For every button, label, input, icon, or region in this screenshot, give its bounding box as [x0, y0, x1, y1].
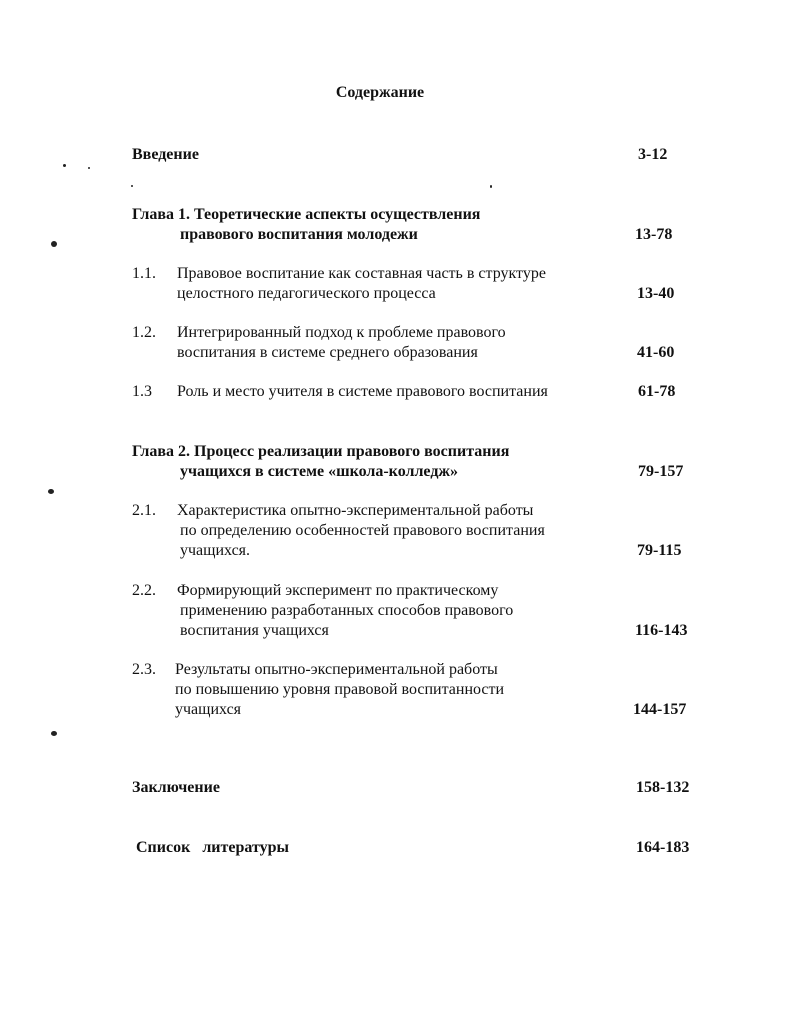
toc-section-2-2-line1: Формирующий эксперимент по практическому [177, 582, 499, 599]
toc-section-2-1-line2: по определению особенностей правового воспитания [180, 522, 545, 539]
toc-chapter2-title-line2: учащихся в системе «школа-колледж» [180, 463, 459, 480]
toc-chapter2-title-line1: Глава 2. Процесс реализации правового воспитания [132, 443, 510, 460]
toc-bibliography-pages: 164-183 [636, 839, 690, 856]
toc-section-2-2-line3: воспитания учащихся [180, 622, 329, 639]
toc-section-1-1-line2: целостного педагогического процесса [177, 285, 436, 302]
scan-speck [88, 167, 90, 169]
toc-intro-label: Введение [132, 146, 199, 163]
toc-section-1-3-pages: 61-78 [638, 383, 676, 400]
toc-section-1-1-pages: 13-40 [637, 285, 675, 302]
toc-section-2-3-number: 2.3. [132, 661, 156, 678]
toc-bibliography-label: Список литературы [136, 839, 289, 856]
toc-section-2-2-number: 2.2. [132, 582, 156, 599]
toc-section-2-3-line1: Результаты опытно-экспериментальной работы [175, 661, 498, 678]
toc-section-1-2-pages: 41-60 [637, 344, 675, 361]
toc-section-2-1-line3: учащихся. [180, 542, 251, 559]
toc-section-1-2-line1: Интегрированный подход к проблеме правового [177, 324, 506, 341]
toc-section-2-3-line3: учащихся [175, 701, 242, 718]
toc-section-1-1-number: 1.1. [132, 265, 156, 282]
toc-intro-pages: 3-12 [638, 146, 668, 163]
scan-speck [63, 164, 66, 167]
scan-speck [51, 731, 57, 736]
toc-section-2-3-pages: 144-157 [633, 701, 687, 718]
toc-conclusion-pages: 158-132 [636, 779, 690, 796]
toc-section-2-2-pages: 116-143 [635, 622, 688, 639]
toc-section-2-3-line2: по повышению уровня правовой воспитанности [175, 681, 505, 698]
toc-section-1-1-line1: Правовое воспитание как составная часть в структуре [177, 265, 546, 282]
toc-section-1-3-number: 1.3 [132, 383, 152, 400]
toc-chapter1-title-line2: правового воспитания молодежи [180, 226, 418, 243]
toc-conclusion-label: Заключение [132, 779, 220, 796]
scan-speck [48, 489, 54, 494]
toc-section-2-1-number: 2.1. [132, 502, 156, 519]
toc-section-1-2-line2: воспитания в системе среднего образования [177, 344, 478, 361]
toc-chapter1-pages: 13-78 [635, 226, 673, 243]
scan-speck [490, 185, 492, 188]
scan-speck [131, 185, 133, 187]
toc-section-2-1-line1: Характеристика опытно-экспериментальной работы [177, 502, 534, 519]
page-title: Содержание [335, 84, 425, 101]
scan-speck [51, 241, 57, 247]
toc-section-1-3-line1: Роль и место учителя в системе правового воспитания [177, 383, 548, 400]
toc-section-2-2-line2: применению разработанных способов правового [180, 602, 514, 619]
toc-chapter2-pages: 79-157 [638, 463, 684, 480]
toc-chapter1-title-line1: Глава 1. Теоретические аспекты осуществления [132, 206, 481, 223]
toc-section-1-2-number: 1.2. [132, 324, 156, 341]
toc-section-2-1-pages: 79-115 [637, 542, 682, 559]
